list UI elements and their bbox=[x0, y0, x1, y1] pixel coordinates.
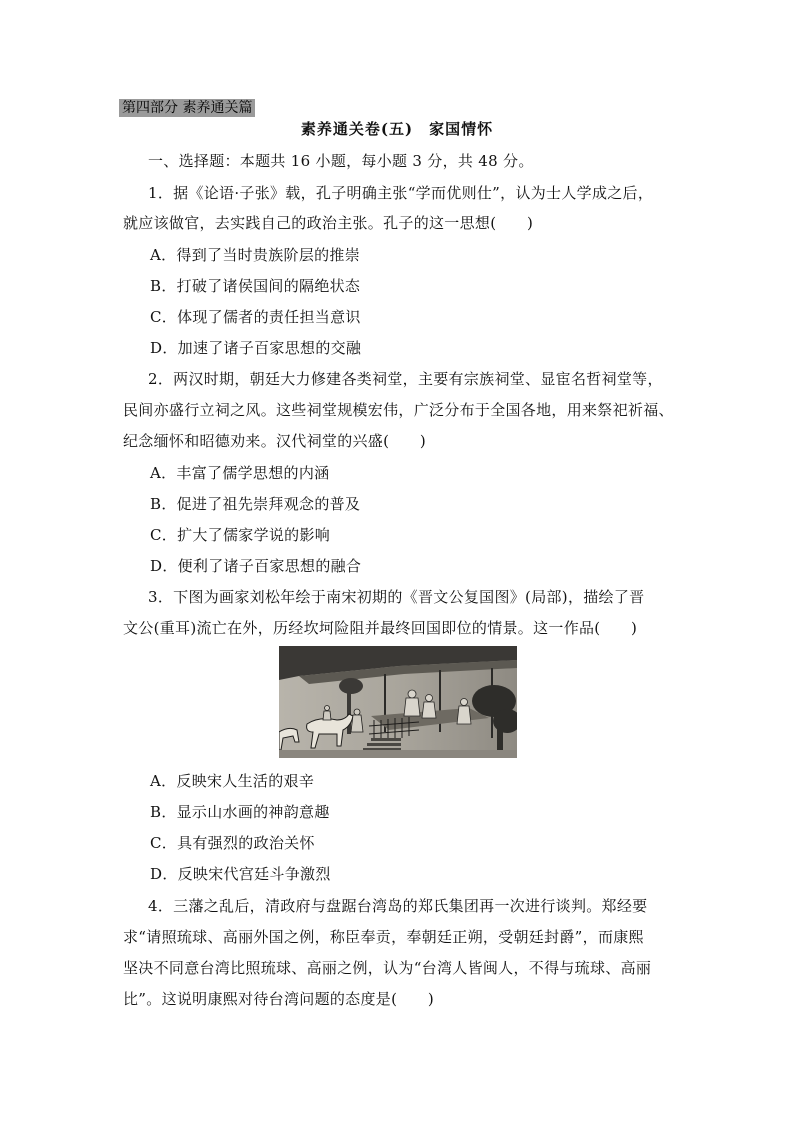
q2-option-c: C．扩大了儒家学说的影响 bbox=[150, 526, 331, 544]
section-header-tag: 第四部分 素养通关篇 bbox=[119, 99, 255, 117]
page-title: 素养通关卷(五) 家国情怀 bbox=[300, 120, 494, 138]
q2-option-d: D．便利了诸子百家思想的融合 bbox=[150, 557, 362, 575]
q3-option-a: A．反映宋人生活的艰辛 bbox=[150, 772, 315, 790]
q2-option-b: B．促进了祖先崇拜观念的普及 bbox=[150, 495, 361, 513]
q4-stem-line-3: 坚决不同意台湾比照琉球、高丽之例，认为“台湾人皆闽人，不得与琉球、高丽 bbox=[123, 959, 652, 977]
q4-stem-line-4: 比”。这说明康熙对待台湾问题的态度是( ) bbox=[123, 990, 434, 1008]
q3-stem-line-1: 3．下图为画家刘松年绘于南宋初期的《晋文公复国图》(局部)，描绘了晋 bbox=[148, 588, 645, 606]
q4-stem-line-1: 4．三藩之乱后，清政府与盘踞台湾岛的郑氏集团再一次进行谈判。郑经要 bbox=[148, 897, 648, 915]
q2-stem-line-2: 民间亦盛行立祠之风。这些祠堂规模宏伟，广泛分布于全国各地，用来祭祀祈福、 bbox=[123, 401, 674, 419]
q2-stem-line-1: 2．两汉时期，朝廷大力修建各类祠堂，主要有宗族祠堂、显宦名哲祠堂等， bbox=[148, 370, 663, 388]
q2-option-a: A．丰富了儒学思想的内涵 bbox=[150, 464, 330, 482]
q3-stem-line-2: 文公(重耳)流亡在外，历经坎坷险阻并最终回国即位的情景。这一作品( ) bbox=[123, 619, 638, 637]
q1-option-c: C．体现了儒者的责任担当意识 bbox=[150, 308, 361, 326]
q1-stem-line-2: 就应该做官，去实践自己的政治主张。孔子的这一思想( ) bbox=[123, 214, 534, 232]
q1-stem-line-1: 1．据《论语·子张》载，孔子明确主张“学而优则仕”，认为士人学成之后， bbox=[148, 184, 654, 202]
q4-stem-line-2: 求“请照琉球、高丽外国之例，称臣奉贡，奉朝廷正朔，受朝廷封爵”，而康熙 bbox=[123, 928, 644, 946]
q1-option-d: D．加速了诸子百家思想的交融 bbox=[150, 339, 362, 357]
section-instruction: 一、选择题：本题共 16 小题，每小题 3 分，共 48 分。 bbox=[148, 152, 534, 170]
q3-option-b: B．显示山水画的神韵意趣 bbox=[150, 803, 330, 821]
q1-option-a: A．得到了当时贵族阶层的推崇 bbox=[150, 246, 361, 264]
q3-option-d: D．反映宋代宫廷斗争激烈 bbox=[150, 865, 331, 883]
q1-option-b: B．打破了诸侯国间的隔绝状态 bbox=[150, 277, 361, 295]
q3-option-c: C．具有强烈的政治关怀 bbox=[150, 834, 315, 852]
q2-stem-line-3: 纪念缅怀和昭德劝来。汉代祠堂的兴盛( ) bbox=[123, 432, 427, 450]
painting-image bbox=[279, 646, 517, 758]
